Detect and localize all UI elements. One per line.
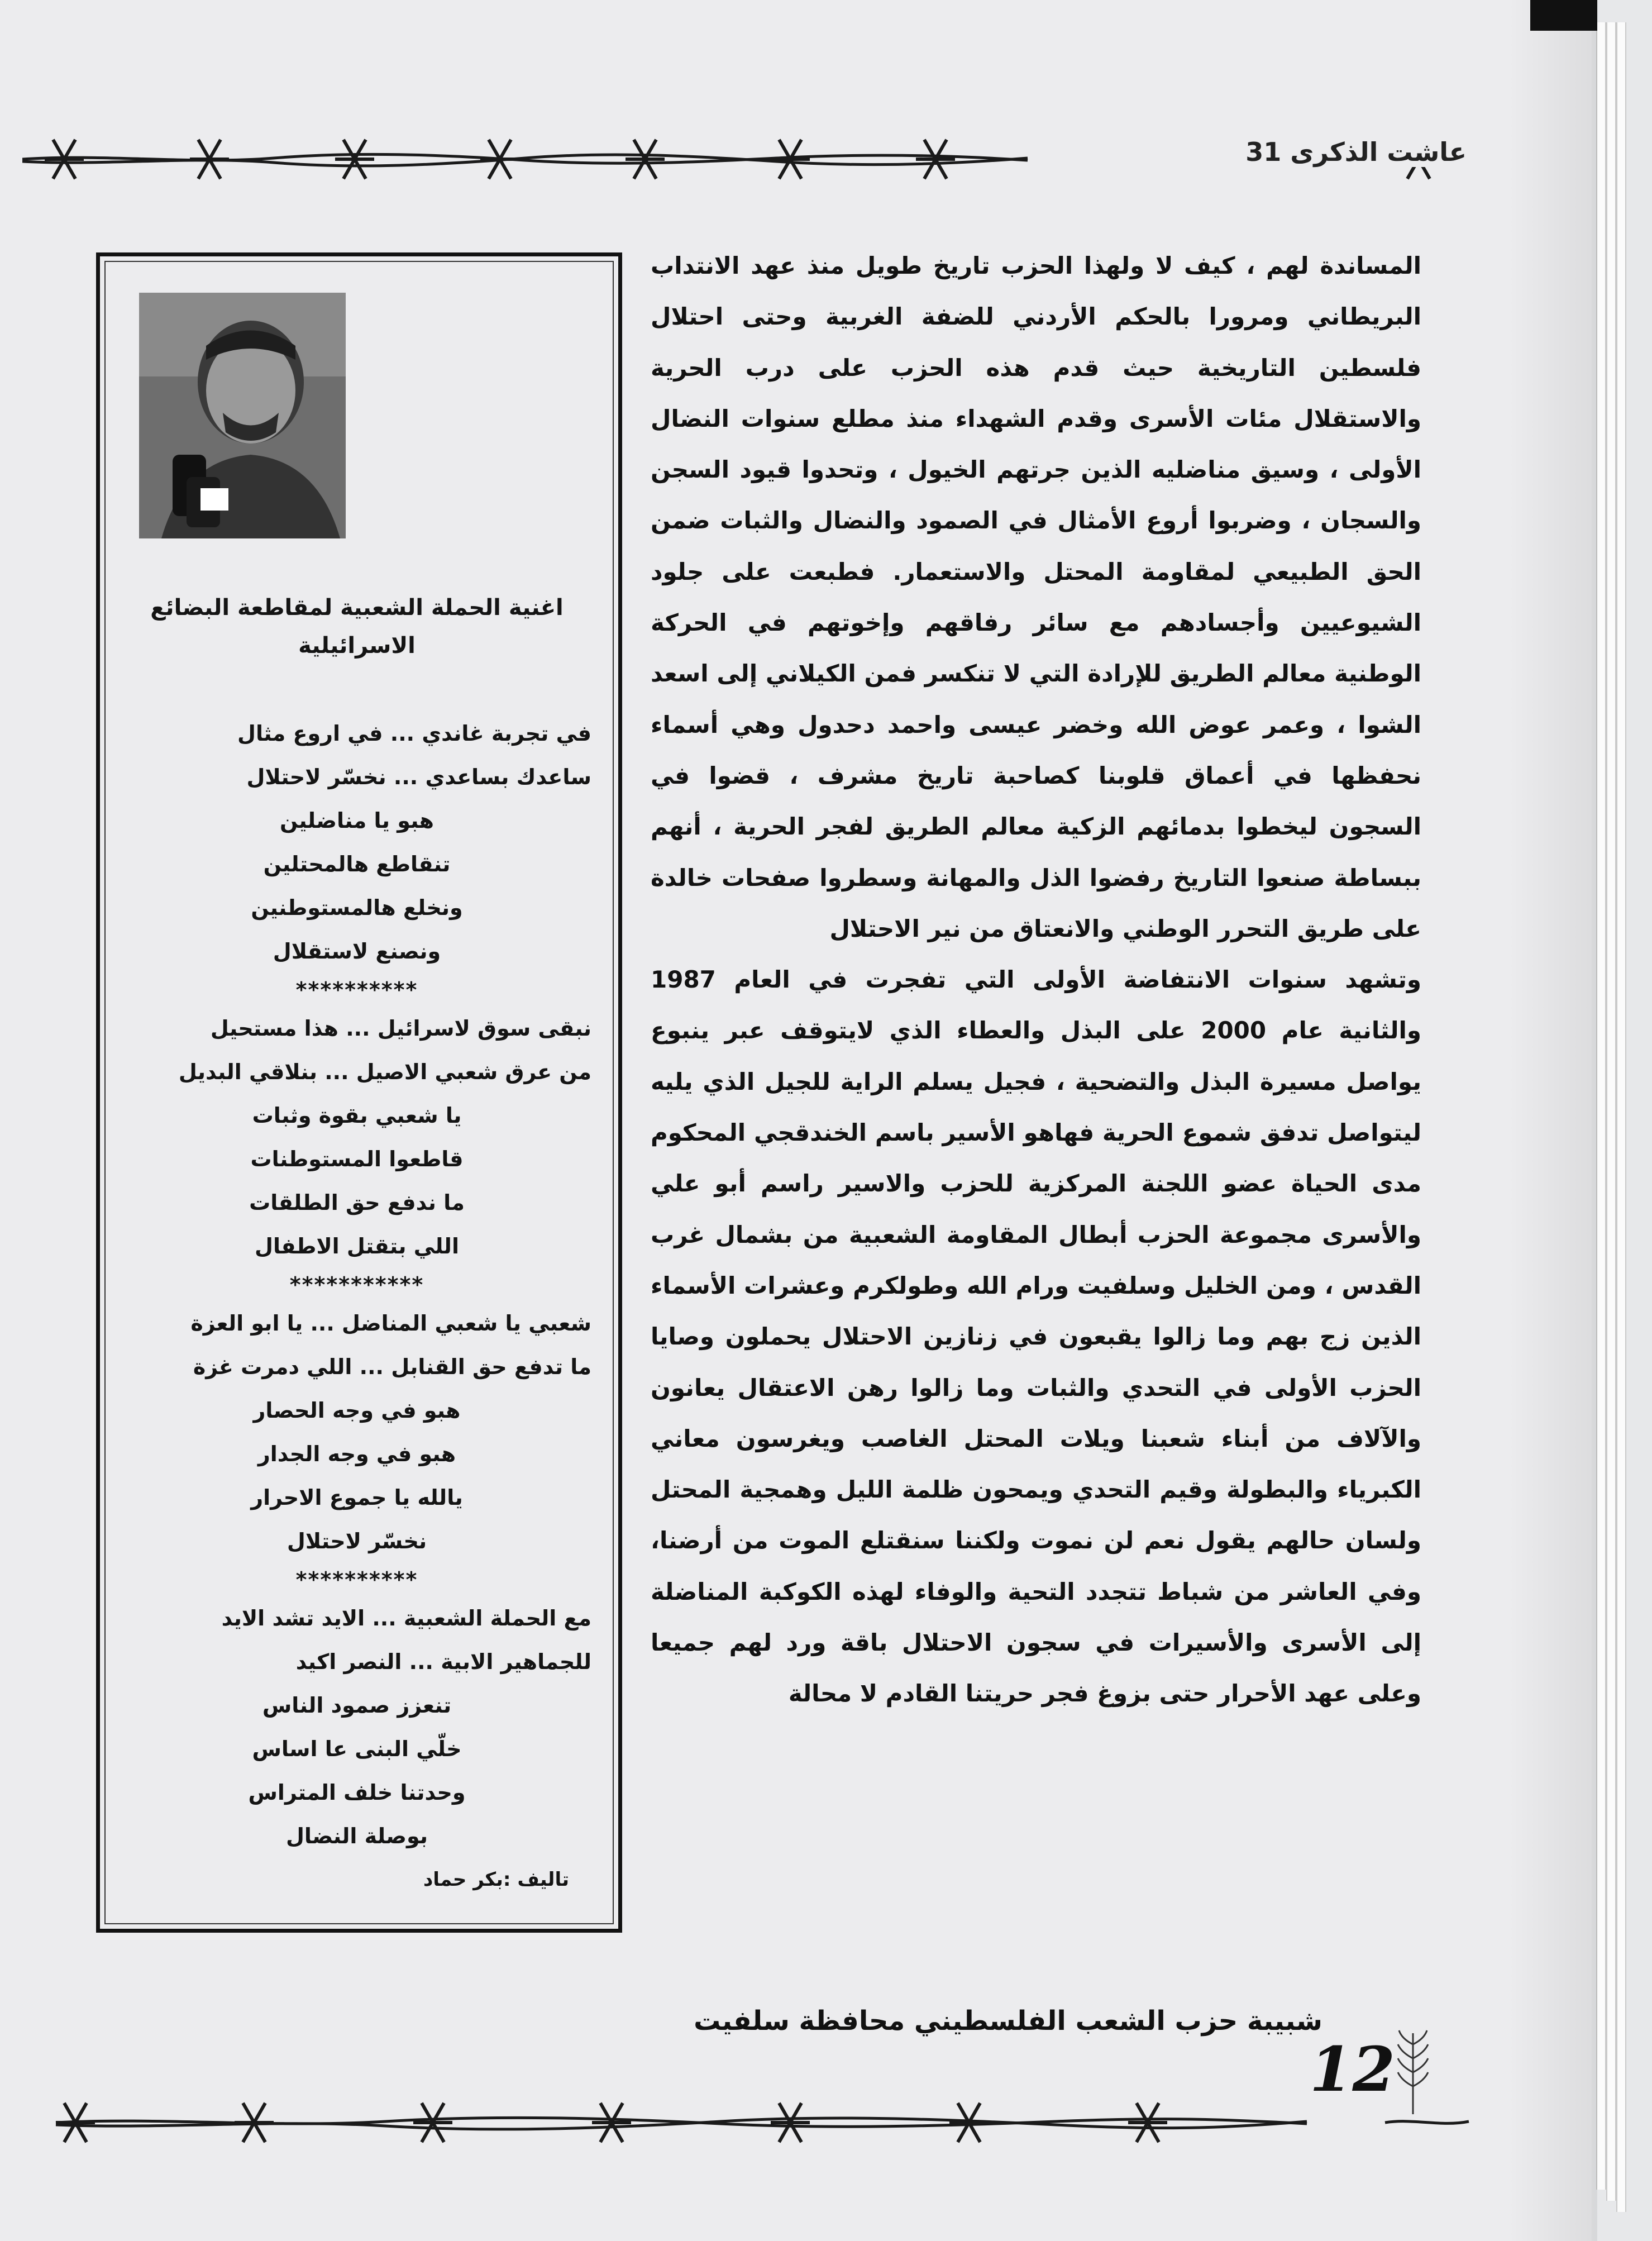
poem-line: يا شعبي بقوة وثبات: [252, 1103, 462, 1128]
poem-line: خلّي البنى عا اساس: [252, 1737, 462, 1761]
poem-separator: **********: [295, 978, 418, 1002]
header-title: عاشت الذكرى 31: [1239, 137, 1473, 167]
poem-box: [96, 252, 622, 1933]
poem-line: هبو في وجه الحصار: [253, 1398, 461, 1423]
poem-separator: **********: [295, 1567, 418, 1592]
poem-line: مع الحملة الشعبية ... الايد تشد الايد: [221, 1606, 591, 1630]
signature: شبيبة حزب الشعب الفلسطيني محافظة سلفيت: [694, 2005, 1322, 2037]
poem-line: للجماهير الابية ... النصر اكيد: [295, 1649, 591, 1674]
paper-stack-edge: [1596, 22, 1606, 2190]
poem-lyrics: [122, 712, 591, 1901]
poem-line: ساعدك بساعدي ... نخسّر لاحتلال: [246, 765, 591, 789]
barbed-wire-bottom-icon: [22, 2089, 1474, 2156]
poem-line: نخسّر لاحتلال: [287, 1529, 427, 1553]
poem-line: قاطعوا المستوطنات: [250, 1147, 464, 1171]
poem-line: اللي بتقتل الاطفال: [255, 1234, 459, 1258]
poem-line: هبو يا مناضلين: [280, 808, 434, 833]
poem-author: تاليف :بكر حماد: [423, 1868, 569, 1891]
poem-line: يالله يا جموع الاحرار: [251, 1485, 463, 1510]
poem-line: ما تدفع حق القنابل ... اللي دمرت غزة: [193, 1355, 591, 1379]
poem-title: اغنية الحملة الشعبية لمقاطعة البضائع الاسرائيلية: [150, 595, 564, 659]
poem-line: نبقى سوق لاسرائيل ... هذا مستحيل: [210, 1016, 591, 1041]
poem-line: في تجربة غاندي ... في اروع مثال: [237, 721, 591, 746]
page-number: 12: [1310, 2033, 1396, 2105]
spine-shadow: [1508, 0, 1597, 2241]
poem-line: بوصلة النضال: [285, 1824, 428, 1848]
poem-line: وحدتنا خلف المتراس: [248, 1780, 466, 1805]
poem-line: شعبي يا شعبي المناضل ... يا ابو العزة: [190, 1311, 591, 1336]
poem-line: ونصنع لاستقلال: [273, 939, 441, 964]
article-body: [651, 240, 1421, 1719]
portrait-photo: [139, 293, 346, 538]
poem-line: هبو في وجه الجدار: [257, 1442, 456, 1466]
poem-line: من عرق شعبي الاصيل ... بنلاقي البديل: [178, 1060, 591, 1084]
poem-separator: ***********: [289, 1272, 424, 1297]
binding-corner: [1530, 0, 1597, 31]
poem-line: تنقاطع هالمحتلين: [263, 852, 451, 876]
article-paragraph: المساندة لهم ، كيف لا ولهذا الحزب تاريخ طويل منذ عهد الانتداب البريطاني ومرورا بالحكم الأردني للضفة الغربية وحتى احتلال فلسطين التاريخية حيث قدم هذه الحزب على درب الحرية والاستقلال مئات الأسرى وقدم الشهداء منذ مطلع سنوات النضال الأولى ، وسيق مناضليه الذين جرتهم الخيول ، وتحدوا قيود السجن والسجان ، وضربوا أروع الأمثال في الصمود والنضال والثبات ضمن الحق الطبيعي لمقاومة المحتل والاستعمار. فطبعت على جلود الشيوعيين وأجسادهم مع سائر رفاقهم وإخوتهم في الحركة الوطنية معالم الطريق للإرادة التي لا تنكسر فمن الكيلاني إلى اسعد الشوا ، وعمر عوض الله وخضر عيسى واحمد دحدول وهي أسماء نحفظها في أعماق قلوبنا كصاحبة تاريخ مشرف ، قضوا في السجون ليخطوا بدمائهم الزكية معالم الطريق لفجر الحرية ، أنهم ببساطة صنعوا التاريخ رفضوا الذل والمهانة وسطروا صفحات خالدة على طريق التحرر الوطني والانعتاق من نير الاحتلال: [651, 252, 1421, 942]
paper-stack-edge: [1616, 22, 1626, 2212]
poem-line: ونخلع هالمستوطنين: [251, 895, 463, 920]
article-paragraph: وتشهد سنوات الانتفاضة الأولى التي تفجرت في العام 1987 والثانية عام 2000 على البذل والعطاء الذي لايتوقف عبر ينبوع يواصل مسيرة البذل والتضحية ، فجيل يسلم الراية للجيل الذي يليه ليتواصل تدفق شموع الحرية فهاهو الأسير باسم الخندقجي المحكوم مدى الحياة عضو اللجنة المركزية للحزب والاسير راسم أبو علي والأسرى مجموعة الحزب أبطال المقاومة الشعبية من بشمال غرب القدس ، ومن الخليل وسلفيت ورام الله وطولكرم وعشرات الأسماء الذين زج بهم وما زالوا يقبعون في زنازين الاحتلال يحملون وصايا الحزب الأولى في التحدي والثبات وما زالوا رهن الاعتقال يعانون والآلاف من أبناء شعبنا ويلات المحتل الغاصب ويغرسون معاني الكبرياء والبطولة وقيم التحدي ويمحون ظلمة الليل وهمجية المحتل ولسان حالهم يقول نعم لن نموت ولكننا سنقتلع الموت من أرضنا، وفي العاشر من شباط تتجدد التحية والوفاء لهذه الكوكبة المناضلة إلى الأسرى والأسيرات في سجون الاحتلال باقة ورد لهم جميعا وعلى عهد الأحرار حتى بزوغ فجر حريتنا القادم لا محالة: [651, 966, 1422, 1708]
paper-stack-edge: [1606, 22, 1616, 2201]
poem-line: تنعزز صمود الناس: [262, 1693, 452, 1718]
poem-line: ما ندفع حق الطلقات: [249, 1190, 465, 1215]
